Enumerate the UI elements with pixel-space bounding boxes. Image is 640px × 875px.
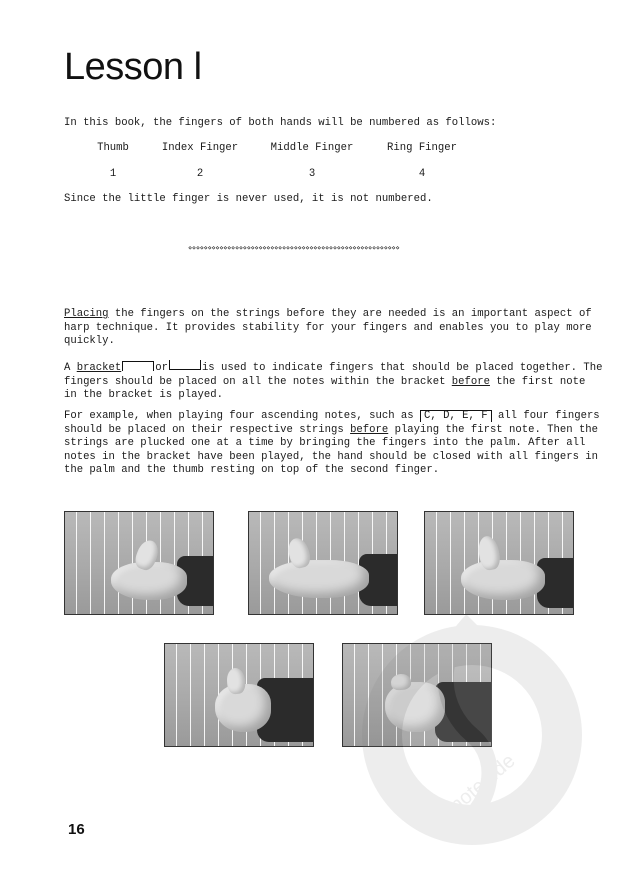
example-mid: all four fingers should be placed on their respective strings bbox=[64, 410, 600, 436]
example-start: For example, when playing four ascending notes, such as bbox=[64, 410, 421, 422]
placing-word: Placing bbox=[64, 308, 109, 320]
paragraph-bracket bbox=[64, 360, 604, 403]
watermark-logo bbox=[322, 560, 602, 860]
bracket-word: bracket bbox=[76, 362, 122, 374]
bracket-or: or bbox=[155, 362, 168, 374]
finger-name-ring: Ring Finger bbox=[387, 142, 457, 154]
finger-number-thumb: 1 bbox=[109, 168, 117, 180]
finger-number-index: 2 bbox=[196, 168, 204, 180]
finger-number-middle: 3 bbox=[308, 168, 316, 180]
finger-numbering-table bbox=[0, 142, 640, 182]
little-finger-note: Since the little finger is never used, it is not numbered. bbox=[64, 193, 433, 205]
bracket-top-symbol bbox=[122, 361, 154, 371]
bracket-text: is used to indicate fingers that should be placed together. The fingers should be placed on all the notes within the bracket bbox=[64, 362, 603, 388]
bracket-bottom-symbol bbox=[169, 360, 201, 370]
example-before-word: before bbox=[350, 423, 389, 436]
notes-bracket: C, D, E, F bbox=[420, 410, 492, 422]
finger-name-middle: Middle Finger bbox=[270, 142, 354, 154]
before-word: before bbox=[451, 375, 490, 388]
ornamental-divider: ⋄⋄⋄⋄⋄⋄⋄⋄⋄⋄⋄⋄⋄⋄⋄⋄⋄⋄⋄⋄⋄⋄⋄⋄⋄⋄⋄⋄⋄⋄⋄⋄⋄⋄⋄⋄⋄⋄⋄⋄⋄⋄⋄⋄⋄⋄⋄⋄⋄⋄⋄⋄⋄⋄ bbox=[188, 245, 400, 253]
page-title: Lesson l bbox=[64, 46, 202, 88]
hand-photo-4 bbox=[164, 643, 314, 747]
page-number: 16 bbox=[68, 821, 85, 838]
bracket-intro: A bbox=[64, 362, 77, 374]
example-end: playing the first note. Then the strings are plucked one at a time by bringing the fingers into the palm. After all notes in the bracket have been played, the hand should be closed with all fingers in the palm and the thumb resting on top of the second finger. bbox=[64, 423, 599, 476]
bracket-text-end: the first note in the bracket is played. bbox=[64, 375, 586, 401]
intro-text: In this book, the fingers of both hands will be numbered as follows: bbox=[64, 117, 497, 129]
hand-photo-1 bbox=[64, 511, 214, 615]
finger-number-ring: 4 bbox=[418, 168, 426, 180]
finger-name-thumb: Thumb bbox=[97, 142, 129, 154]
watermark-text: alle-noten.de bbox=[416, 749, 520, 842]
placing-text: the fingers on the strings before they are needed is an important aspect of harp technique. It provides stability for your fingers and enables you to play more quickly. bbox=[64, 308, 592, 347]
paragraph-placing bbox=[64, 308, 604, 349]
paragraph-example bbox=[64, 410, 604, 478]
finger-name-index: Index Finger bbox=[161, 142, 239, 154]
